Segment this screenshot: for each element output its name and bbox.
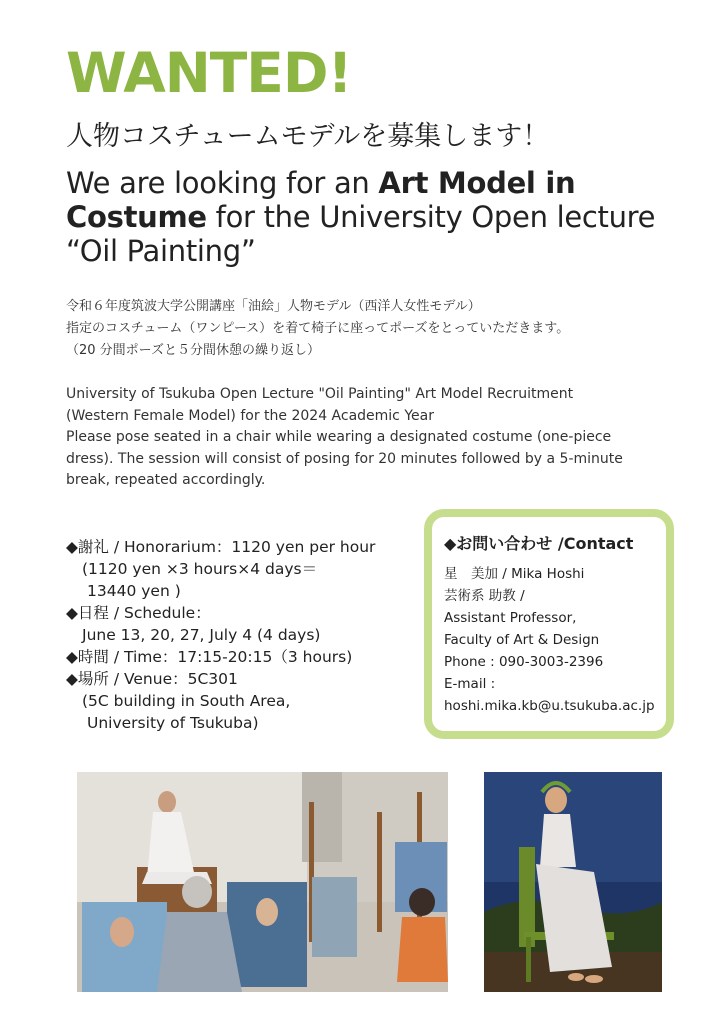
jp-description [66, 296, 686, 362]
en-desc-line: break, repeated accordingly. [66, 472, 266, 488]
en-desc-line: (Western Female Model) for the 2024 Academic Year [66, 407, 434, 424]
contact-title: ◆お問い合わせ /Contact [444, 534, 634, 553]
honorarium-calc-line: (1120 yen ×3 hours×4 days＝ [82, 560, 318, 578]
schedule-line: ◆日程 / Schedule： [66, 604, 211, 622]
painting-image [484, 772, 662, 992]
contact-box [424, 509, 674, 739]
class-photo [77, 772, 448, 992]
en-title-part2: for the University Open lecture [206, 200, 656, 234]
en-title-bold2: Costume [66, 200, 207, 234]
en-title-part1: We are looking for an [66, 166, 379, 200]
contact-dept: 芸術系 助教 / [444, 588, 525, 604]
contact-email-label: E-mail : [444, 676, 496, 692]
en-desc-line: Please pose seated in a chair while wearing a designated costume (one-piece [66, 429, 612, 445]
contact-phone: Phone : 090-3003-2396 [444, 654, 604, 670]
venue-detail-line: University of Tsukuba) [87, 714, 259, 732]
schedule-dates: June 13, 20, 27, July 4 (4 days) [82, 626, 321, 644]
en-desc-line: dress). The session will consist of posing for 20 minutes followed by a 5-minute [66, 450, 623, 467]
contact-name: 星 美加 / Mika Hoshi [444, 566, 585, 582]
jp-desc-line: 令和６年度筑波大学公開講座「油絵」人物モデル（西洋人女性モデル） [66, 299, 481, 314]
honorarium-line: ◆謝礼 / Honorarium：1120 yen per hour [66, 538, 376, 556]
contact-role: Assistant Professor, [444, 610, 577, 626]
en-title-part3: “Oil Painting” [66, 234, 256, 268]
jp-desc-line: （20 分間ポーズと５分間休憩の繰り返し） [66, 343, 321, 358]
en-title [66, 166, 706, 268]
en-description [66, 384, 686, 492]
jp-desc-line: 指定のコスチューム（ワンピース）を着て椅子に座ってポーズをとっていただきます。 [66, 321, 570, 336]
en-desc-line: University of Tsukuba Open Lecture "Oil Painting" Art Model Recruitment [66, 386, 574, 402]
en-title-bold1: Art Model in [378, 166, 576, 200]
wanted-heading: WANTED! [66, 41, 352, 105]
details-list [66, 536, 426, 734]
jp-title: 人物コスチュームモデルを募集します！ [66, 121, 550, 152]
venue-line: ◆場所 / Venue：5C301 [66, 670, 238, 688]
time-line: ◆時間 / Time：17:15-20:15（3 hours) [66, 648, 353, 666]
contact-faculty: Faculty of Art & Design [444, 632, 600, 648]
honorarium-total-line: 13440 yen ) [87, 582, 181, 600]
venue-detail-line: (5C building in South Area, [82, 692, 291, 710]
contact-email[interactable]: hoshi.mika.kb@u.tsukuba.ac.jp [444, 698, 655, 714]
